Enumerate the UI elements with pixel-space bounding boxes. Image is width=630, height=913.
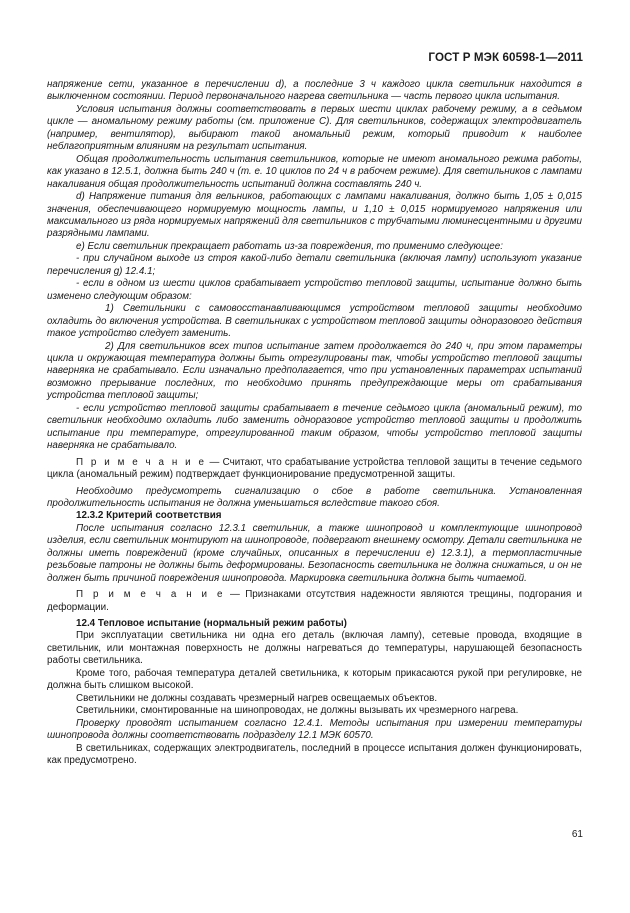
paragraph: d) Напряжение питания для вельников, работающих с лампами накаливания, должно быть 1,05 ± 0,015 значения, обеспечивающего нормируемую мощность лампы, и 1,10 ± 0,015 нормируемого напряжения или максимального из ряда нормируемых напряжений для светильников с трубчатыми люминесцентными и другими разрядными лампами. — [47, 191, 582, 240]
paragraph: Общая продолжительность испытания светильников, которые не имеют аномального режима работы, как указано в 12.5.1, должна быть 240 ч (т. е. 10 циклов по 24 ч в рабочем режиме). Для светильников с лампами накаливания общая продолжительность испытаний должна составлять 240 ч. — [47, 153, 582, 190]
note-text: — Признаками отсутствия надежности являются трещины, подгорания и деформации. — [47, 589, 582, 613]
paragraph: Кроме того, рабочая температура деталей светильника, к которым прикасаются рукой при регулировке, не должна быть слишком высокой. — [47, 667, 582, 692]
paragraph: После испытания согласно 12.3.1 светильник, а также шинопровод и комплектующие шинопровод изделия, если светильник монтируют на шинопроводе, подвергают внешнему осмотру. Детали светильника не должны иметь повреждений (кроме случайных, описанных в перечислении e) 12.3.1), а термопластичные резьбовые патроны не должны быть деформированы. Безопасность светильника не должна снижаться, и он не должен быть причиной повреждения шинопровода. Маркировка светильника должна быть читаемой. — [47, 522, 582, 584]
paragraph: Необходимо предусмотреть сигнализацию о сбое в работе светильника. Установленная продолжительность испытания не должна уменьшаться вследствие такого сбоя. — [47, 485, 582, 509]
paragraph: При эксплуатации светильника ни одна его деталь (включая лампу), сетевые провода, входящие в светильник, или монтажная поверхность не должны нагреваться до температуры, нарушающей безопасность работы светильника. — [47, 630, 582, 667]
standard-designation: ГОСТ Р МЭК 60598-1—2011 — [428, 51, 583, 64]
note — [47, 589, 582, 614]
paragraph: 1) Светильники с самовосстанавливающимся устройством тепловой защиты необходимо охладить до включения устройства. В светильниках с устройством тепловой защиты одноразового действия такое устройство следует заменить. — [47, 303, 582, 340]
paragraph: - при случайном выходе из строя какой-либо детали светильника (включая лампу) используют указание перечисления g) 12.4.1; — [47, 253, 582, 277]
paragraph: Условия испытания должны соответствовать в первых шести циклах рабочему режиму, а в седьмом цикле — аномальному режиму работы (см. приложение С). Для светильников, содержащих электродвигатель (например, вентилятор), выбирают такой аномальный режим, который приводит к наиболее неблагоприятным влияниям на результат испытания. — [47, 103, 582, 153]
paragraph: - если устройство тепловой защиты срабатывает в течение седьмого цикла (аномальный режим), то светильник необходимо охладить либо заменить одноразовое устройство тепловой защиты и продолжить испытание при температуре, отрегулированной таким образом, чтобы устройство тепловой защиты наверняка не срабатывало. — [47, 402, 582, 452]
document-body — [47, 79, 582, 767]
paragraph: - если в одном из шести циклов срабатывает устройство тепловой защиты, испытание должно быть изменено следующим образом: — [47, 278, 582, 302]
paragraph: 2) Для светильников всех типов испытание затем продолжается до 240 ч, при этом параметры цикла и окружающая температура должны быть отрегулированы так, чтобы устройство тепловой защиты наверняка не срабатывало. Если изначально предполагается, что при установленных параметрах испытаний возможно прерывание последних, то необходимо принять предупреждающие меры от срабатывания устройства тепловой защиты; — [47, 340, 582, 402]
paragraph: Светильники, смонтированные на шинопроводах, не должны вызывать их чрезмерного нагрева. — [76, 705, 519, 717]
paragraph: В светильниках, содержащих электродвигатель, последний в процессе испытания должен функционировать, как предусмотрено. — [47, 742, 582, 767]
paragraph: e) Если светильник прекращает работать из-за повреждения, то применимо следующее: — [76, 240, 503, 252]
note-text: — Считают, что срабатывание устройства тепловой защиты в течение седьмого цикла (аномальный режим) подтверждает функционирование предусмотренной защиты. — [47, 456, 582, 481]
section-heading: 12.3.2 Критерий соответствия — [76, 510, 222, 522]
paragraph: Светильники не должны создавать чрезмерный нагрев освещаемых объектов. — [76, 692, 438, 704]
note — [47, 457, 582, 482]
page-number: 61 — [571, 829, 583, 840]
section-heading: 12.4 Тепловое испытание (нормальный режим работы) — [76, 618, 347, 630]
note-label: П р и м е ч а н и е — [76, 456, 207, 468]
paragraph: напряжение сети, указанное в перечислении d), а последние 3 ч каждого цикла светильник находится в выключенном состоянии. Период первоначального нагрева светильника — часть первого цикла испытания. — [47, 79, 582, 103]
paragraph: Проверку проводят испытанием согласно 12.4.1. Методы испытания при измерении температуры шинопровода должны соответствовать подразделу 12.1 МЭК 60570. — [47, 717, 582, 742]
note-label: П р и м е ч а н и е — [76, 589, 225, 601]
